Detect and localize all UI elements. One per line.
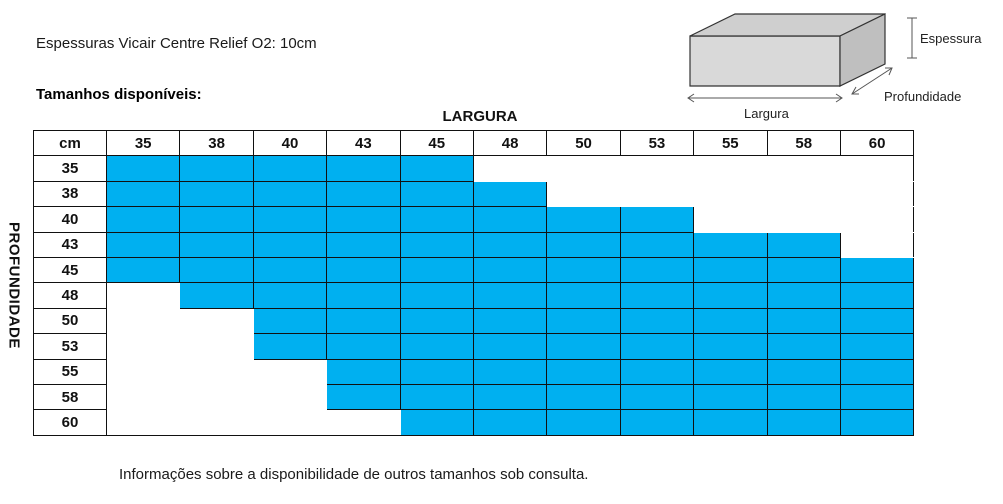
size-cell-available <box>473 334 546 359</box>
size-cell-available <box>473 283 546 308</box>
size-cell-unavailable <box>694 181 767 206</box>
size-cell-available <box>327 334 400 359</box>
size-cell-unavailable <box>253 384 326 409</box>
size-cell-available <box>253 308 326 333</box>
size-cell-available <box>180 283 253 308</box>
depth-row <box>34 181 914 206</box>
size-cell-available <box>620 257 693 282</box>
size-cell-available <box>767 384 840 409</box>
size-cell-unavailable <box>767 207 840 232</box>
depth-row <box>34 156 914 181</box>
size-cell-available <box>694 308 767 333</box>
size-cell-unavailable <box>547 156 620 181</box>
size-cell-available <box>547 384 620 409</box>
depth-row <box>34 359 914 384</box>
size-cell-available <box>253 207 326 232</box>
size-cell-available <box>107 232 180 257</box>
size-cell-available <box>400 156 473 181</box>
size-cell-available <box>327 384 400 409</box>
size-cell-available <box>253 334 326 359</box>
size-cell-available <box>547 232 620 257</box>
width-header-cell: 48 <box>473 131 546 156</box>
width-header-cell: 55 <box>694 131 767 156</box>
depth-row <box>34 410 914 435</box>
size-cell-unavailable <box>107 410 180 435</box>
size-cell-unavailable <box>840 181 913 206</box>
size-cell-available <box>180 232 253 257</box>
size-cell-available <box>694 283 767 308</box>
size-cell-available <box>694 257 767 282</box>
size-cell-unavailable <box>767 181 840 206</box>
cushion-dimension-diagram <box>680 6 990 126</box>
size-cell-available <box>107 257 180 282</box>
size-cell-available <box>180 257 253 282</box>
width-header-cell: 35 <box>107 131 180 156</box>
size-cell-unavailable <box>840 207 913 232</box>
width-header-cell: 58 <box>767 131 840 156</box>
size-cell-available <box>473 308 546 333</box>
thickness-label: Espessura <box>920 31 982 46</box>
depth-axis-header-wrapper <box>2 210 26 360</box>
depth-axis-header: PROFUNDIDADE <box>5 221 23 349</box>
depth-row <box>34 257 914 282</box>
size-cell-available <box>253 156 326 181</box>
size-cell-available <box>840 359 913 384</box>
size-cell-available <box>473 207 546 232</box>
depth-label: Profundidade <box>884 89 962 104</box>
size-cell-available <box>400 334 473 359</box>
size-cell-available <box>327 232 400 257</box>
size-cell-available <box>620 207 693 232</box>
availability-footnote: Informações sobre a disponibilidade de outros tamanhos sob consulta. <box>119 466 589 483</box>
cushion-block <box>690 14 885 86</box>
depth-header-cell: 53 <box>34 334 107 359</box>
size-cell-available <box>473 232 546 257</box>
depth-header-cell: 45 <box>34 257 107 282</box>
size-cell-available <box>840 283 913 308</box>
size-cell-available <box>400 232 473 257</box>
size-cell-available <box>767 410 840 435</box>
size-cell-available <box>180 156 253 181</box>
size-cell-unavailable <box>767 156 840 181</box>
size-cell-available <box>180 207 253 232</box>
depth-row <box>34 308 914 333</box>
width-header-cell: 53 <box>620 131 693 156</box>
size-cell-available <box>473 359 546 384</box>
size-cell-unavailable <box>694 156 767 181</box>
size-cell-available <box>767 232 840 257</box>
width-header-cell: 38 <box>180 131 253 156</box>
depth-header-cell: 60 <box>34 410 107 435</box>
size-cell-available <box>473 257 546 282</box>
size-cell-available <box>473 384 546 409</box>
size-cell-available <box>547 359 620 384</box>
width-header-row <box>34 131 914 156</box>
size-cell-available <box>547 283 620 308</box>
size-cell-available <box>840 384 913 409</box>
size-cell-available <box>400 257 473 282</box>
size-cell-available <box>694 334 767 359</box>
size-cell-available <box>547 334 620 359</box>
depth-row <box>34 384 914 409</box>
size-cell-available <box>694 410 767 435</box>
size-cell-available <box>620 334 693 359</box>
depth-row <box>34 207 914 232</box>
depth-header-cell: 50 <box>34 308 107 333</box>
depth-header-cell: 48 <box>34 283 107 308</box>
width-label: Largura <box>744 106 789 121</box>
size-cell-available <box>547 207 620 232</box>
size-cell-available <box>107 207 180 232</box>
size-cell-unavailable <box>107 384 180 409</box>
size-cell-available <box>547 257 620 282</box>
size-cell-available <box>840 334 913 359</box>
size-cell-unavailable <box>107 308 180 333</box>
width-header-cell: 50 <box>547 131 620 156</box>
size-cell-available <box>473 410 546 435</box>
depth-header-cell: 40 <box>34 207 107 232</box>
size-cell-available <box>400 308 473 333</box>
size-cell-available <box>327 283 400 308</box>
size-cell-available <box>400 359 473 384</box>
width-arrow <box>688 94 842 102</box>
width-header-cell: 43 <box>327 131 400 156</box>
size-cell-available <box>107 181 180 206</box>
size-cell-available <box>253 257 326 282</box>
size-cell-available <box>253 232 326 257</box>
size-cell-available <box>547 410 620 435</box>
size-cell-available <box>840 257 913 282</box>
size-cell-available <box>620 359 693 384</box>
depth-header-cell: 55 <box>34 359 107 384</box>
size-cell-available <box>327 181 400 206</box>
depth-row <box>34 283 914 308</box>
size-cell-available <box>400 207 473 232</box>
size-cell-available <box>547 308 620 333</box>
size-cell-unavailable <box>620 156 693 181</box>
size-cell-available <box>253 283 326 308</box>
size-cell-unavailable <box>253 359 326 384</box>
depth-header-cell: 38 <box>34 181 107 206</box>
size-cell-available <box>767 359 840 384</box>
size-cell-available <box>400 283 473 308</box>
size-cell-available <box>694 359 767 384</box>
depth-header-cell: 35 <box>34 156 107 181</box>
size-cell-unavailable <box>547 181 620 206</box>
size-availability-table <box>33 130 914 436</box>
size-cell-available <box>620 410 693 435</box>
size-cell-unavailable <box>180 308 253 333</box>
size-cell-unavailable <box>107 334 180 359</box>
size-cell-available <box>400 410 473 435</box>
size-cell-available <box>253 181 326 206</box>
size-cell-available <box>694 384 767 409</box>
width-header-cell: 45 <box>400 131 473 156</box>
available-sizes-heading: Tamanhos disponíveis: <box>36 86 202 103</box>
size-cell-available <box>840 410 913 435</box>
size-cell-available <box>473 181 546 206</box>
page-title: Espessuras Vicair Centre Relief O2: 10cm <box>36 35 317 52</box>
size-cell-available <box>620 384 693 409</box>
size-cell-unavailable <box>180 410 253 435</box>
depth-row <box>34 232 914 257</box>
size-cell-unavailable <box>473 156 546 181</box>
size-cell-unavailable <box>180 384 253 409</box>
unit-corner-cell: cm <box>34 131 107 156</box>
size-cell-available <box>327 359 400 384</box>
size-cell-unavailable <box>840 232 913 257</box>
size-cell-available <box>620 232 693 257</box>
size-cell-available <box>840 308 913 333</box>
size-cell-available <box>180 181 253 206</box>
size-cell-available <box>767 283 840 308</box>
size-cell-unavailable <box>694 207 767 232</box>
size-cell-unavailable <box>107 359 180 384</box>
size-cell-available <box>400 181 473 206</box>
size-cell-available <box>694 232 767 257</box>
size-cell-available <box>767 308 840 333</box>
size-cell-unavailable <box>180 334 253 359</box>
size-cell-available <box>620 308 693 333</box>
size-cell-available <box>327 257 400 282</box>
size-cell-unavailable <box>840 156 913 181</box>
size-cell-available <box>327 308 400 333</box>
size-cell-unavailable <box>620 181 693 206</box>
size-cell-unavailable <box>180 359 253 384</box>
size-cell-available <box>107 156 180 181</box>
size-cell-available <box>767 334 840 359</box>
size-cell-unavailable <box>327 410 400 435</box>
size-cell-available <box>327 156 400 181</box>
size-cell-unavailable <box>253 410 326 435</box>
thickness-arrow <box>907 18 917 58</box>
width-header-cell: 40 <box>253 131 326 156</box>
depth-row <box>34 334 914 359</box>
size-cell-available <box>327 207 400 232</box>
depth-header-cell: 58 <box>34 384 107 409</box>
depth-header-cell: 43 <box>34 232 107 257</box>
size-cell-available <box>400 384 473 409</box>
size-cell-available <box>767 257 840 282</box>
size-cell-available <box>620 283 693 308</box>
width-header-cell: 60 <box>840 131 913 156</box>
size-cell-unavailable <box>107 283 180 308</box>
size-table-body <box>34 156 914 435</box>
width-axis-header: LARGURA <box>442 108 518 125</box>
